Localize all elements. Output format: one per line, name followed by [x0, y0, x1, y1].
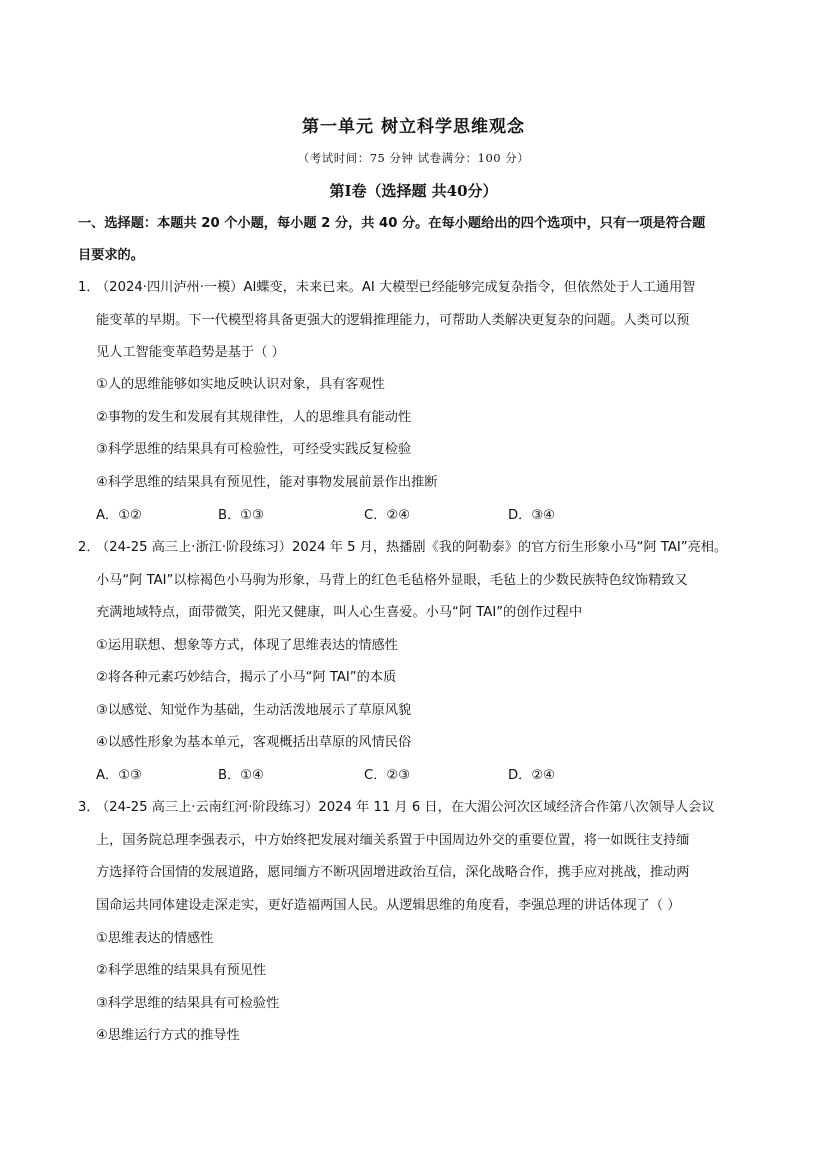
question-3-statement-3: ③科学思维的结果具有可检验性	[96, 996, 280, 1011]
question-2-statement-2: ②将各种元素巧妙结合，揭示了小马“阿 TAI”的本质	[96, 670, 397, 685]
question-2-option-c: C．②③	[364, 768, 411, 783]
question-1-option-d: D．③④	[508, 508, 555, 523]
question-2-statement-3: ③以感觉、知觉作为基础，生动活泼地展示了草原风貌	[96, 703, 412, 718]
question-3-number: 3．	[78, 800, 100, 815]
question-2-line-2: 小马“阿 TAI”以棕褐色小马驹为形象，马背上的红色毛毡格外显眼，毛毡上的少数民族特色纹饰精致又	[96, 573, 688, 588]
question-1-number: 1．	[78, 280, 100, 295]
question-3-line-4: 国命运共同体建设走深走实，更好造福两国人民。从逻辑思维的角度看，李强总理的讲话体现了（ ）	[96, 898, 681, 913]
question-1-option-a: A．①②	[96, 508, 142, 523]
question-1-option-b: B．①③	[218, 508, 264, 523]
intro-line-2: 目要求的。	[78, 248, 144, 263]
intro-line-1: 一、选择题：本题共 20 个小题，每小题 2 分，共 40 分。在每小题给出的四个选项中，只有一项是符合题	[78, 216, 706, 231]
question-2-statement-4: ④以感性形象为基本单元，客观概括出草原的风情民俗	[96, 735, 412, 750]
question-1-line-1: （2024·四川泸州·一模）AI蝶变，未来已来。AI 大模型已经能够完成复杂指令，但依然处于人工通用智	[96, 280, 696, 295]
question-3-statement-1: ①思维表达的情感性	[96, 931, 214, 946]
question-1-statement-1: ①人的思维能够如实地反映认识对象，具有客观性	[96, 377, 385, 392]
question-3-line-2: 上，国务院总理李强表示，中方始终把发展对缅关系置于中国周边外交的重要位置，将一如既往支持缅	[96, 833, 690, 848]
question-3-line-1: （24-25 高三上·云南红河·阶段练习）2024 年 11 月 6 日，在大湄公河次区域经济合作第八次领导人会议	[96, 800, 715, 815]
question-2-line-3: 充满地域特点，面带微笑，阳光又健康，叫人心生喜爱。小马“阿 TAI”的创作过程中	[96, 605, 583, 620]
question-3-line-3: 方选择符合国情的发展道路，愿同缅方不断巩固增进政治互信，深化战略合作，携手应对挑战，推动两	[96, 865, 690, 880]
question-2-statement-1: ①运用联想、想象等方式，体现了思维表达的情感性	[96, 638, 398, 653]
question-2-number: 2．	[78, 540, 100, 555]
question-2-option-a: A．①③	[96, 768, 142, 783]
question-3-statement-2: ②科学思维的结果具有预见性	[96, 963, 267, 978]
question-3-statement-4: ④思维运行方式的推导性	[96, 1028, 240, 1043]
question-1-statement-3: ③科学思维的结果具有可检验性，可经受实践反复检验	[96, 442, 412, 457]
question-1-line-3: 见人工智能变革趋势是基于（ ）	[96, 345, 285, 360]
question-2-option-d: D．②④	[508, 768, 555, 783]
page-title: 第一单元 树立科学思维观念	[302, 117, 525, 137]
section-heading: 第Ⅰ卷（选择题 共40分）	[329, 182, 498, 200]
question-1-statement-2: ②事物的发生和发展有其规律性，人的思维具有能动性	[96, 410, 412, 425]
question-1-statement-4: ④科学思维的结果具有预见性，能对事物发展前景作出推断	[96, 475, 438, 490]
question-2-option-b: B．①④	[218, 768, 264, 783]
question-1-option-c: C．②④	[364, 508, 411, 523]
question-1-line-2: 能变革的早期。下一代模型将具备更强大的逻辑推理能力，可帮助人类解决更复杂的问题。人类可以预	[96, 313, 690, 328]
question-2-line-1: （24-25 高三上·浙江·阶段练习）2024 年 5 月，热播剧《我的阿勒泰》的官方衍生形象小马“阿 TAI”亮相。	[96, 540, 728, 555]
exam-info: （考试时间：75 分钟 试卷满分：100 分）	[297, 151, 530, 165]
